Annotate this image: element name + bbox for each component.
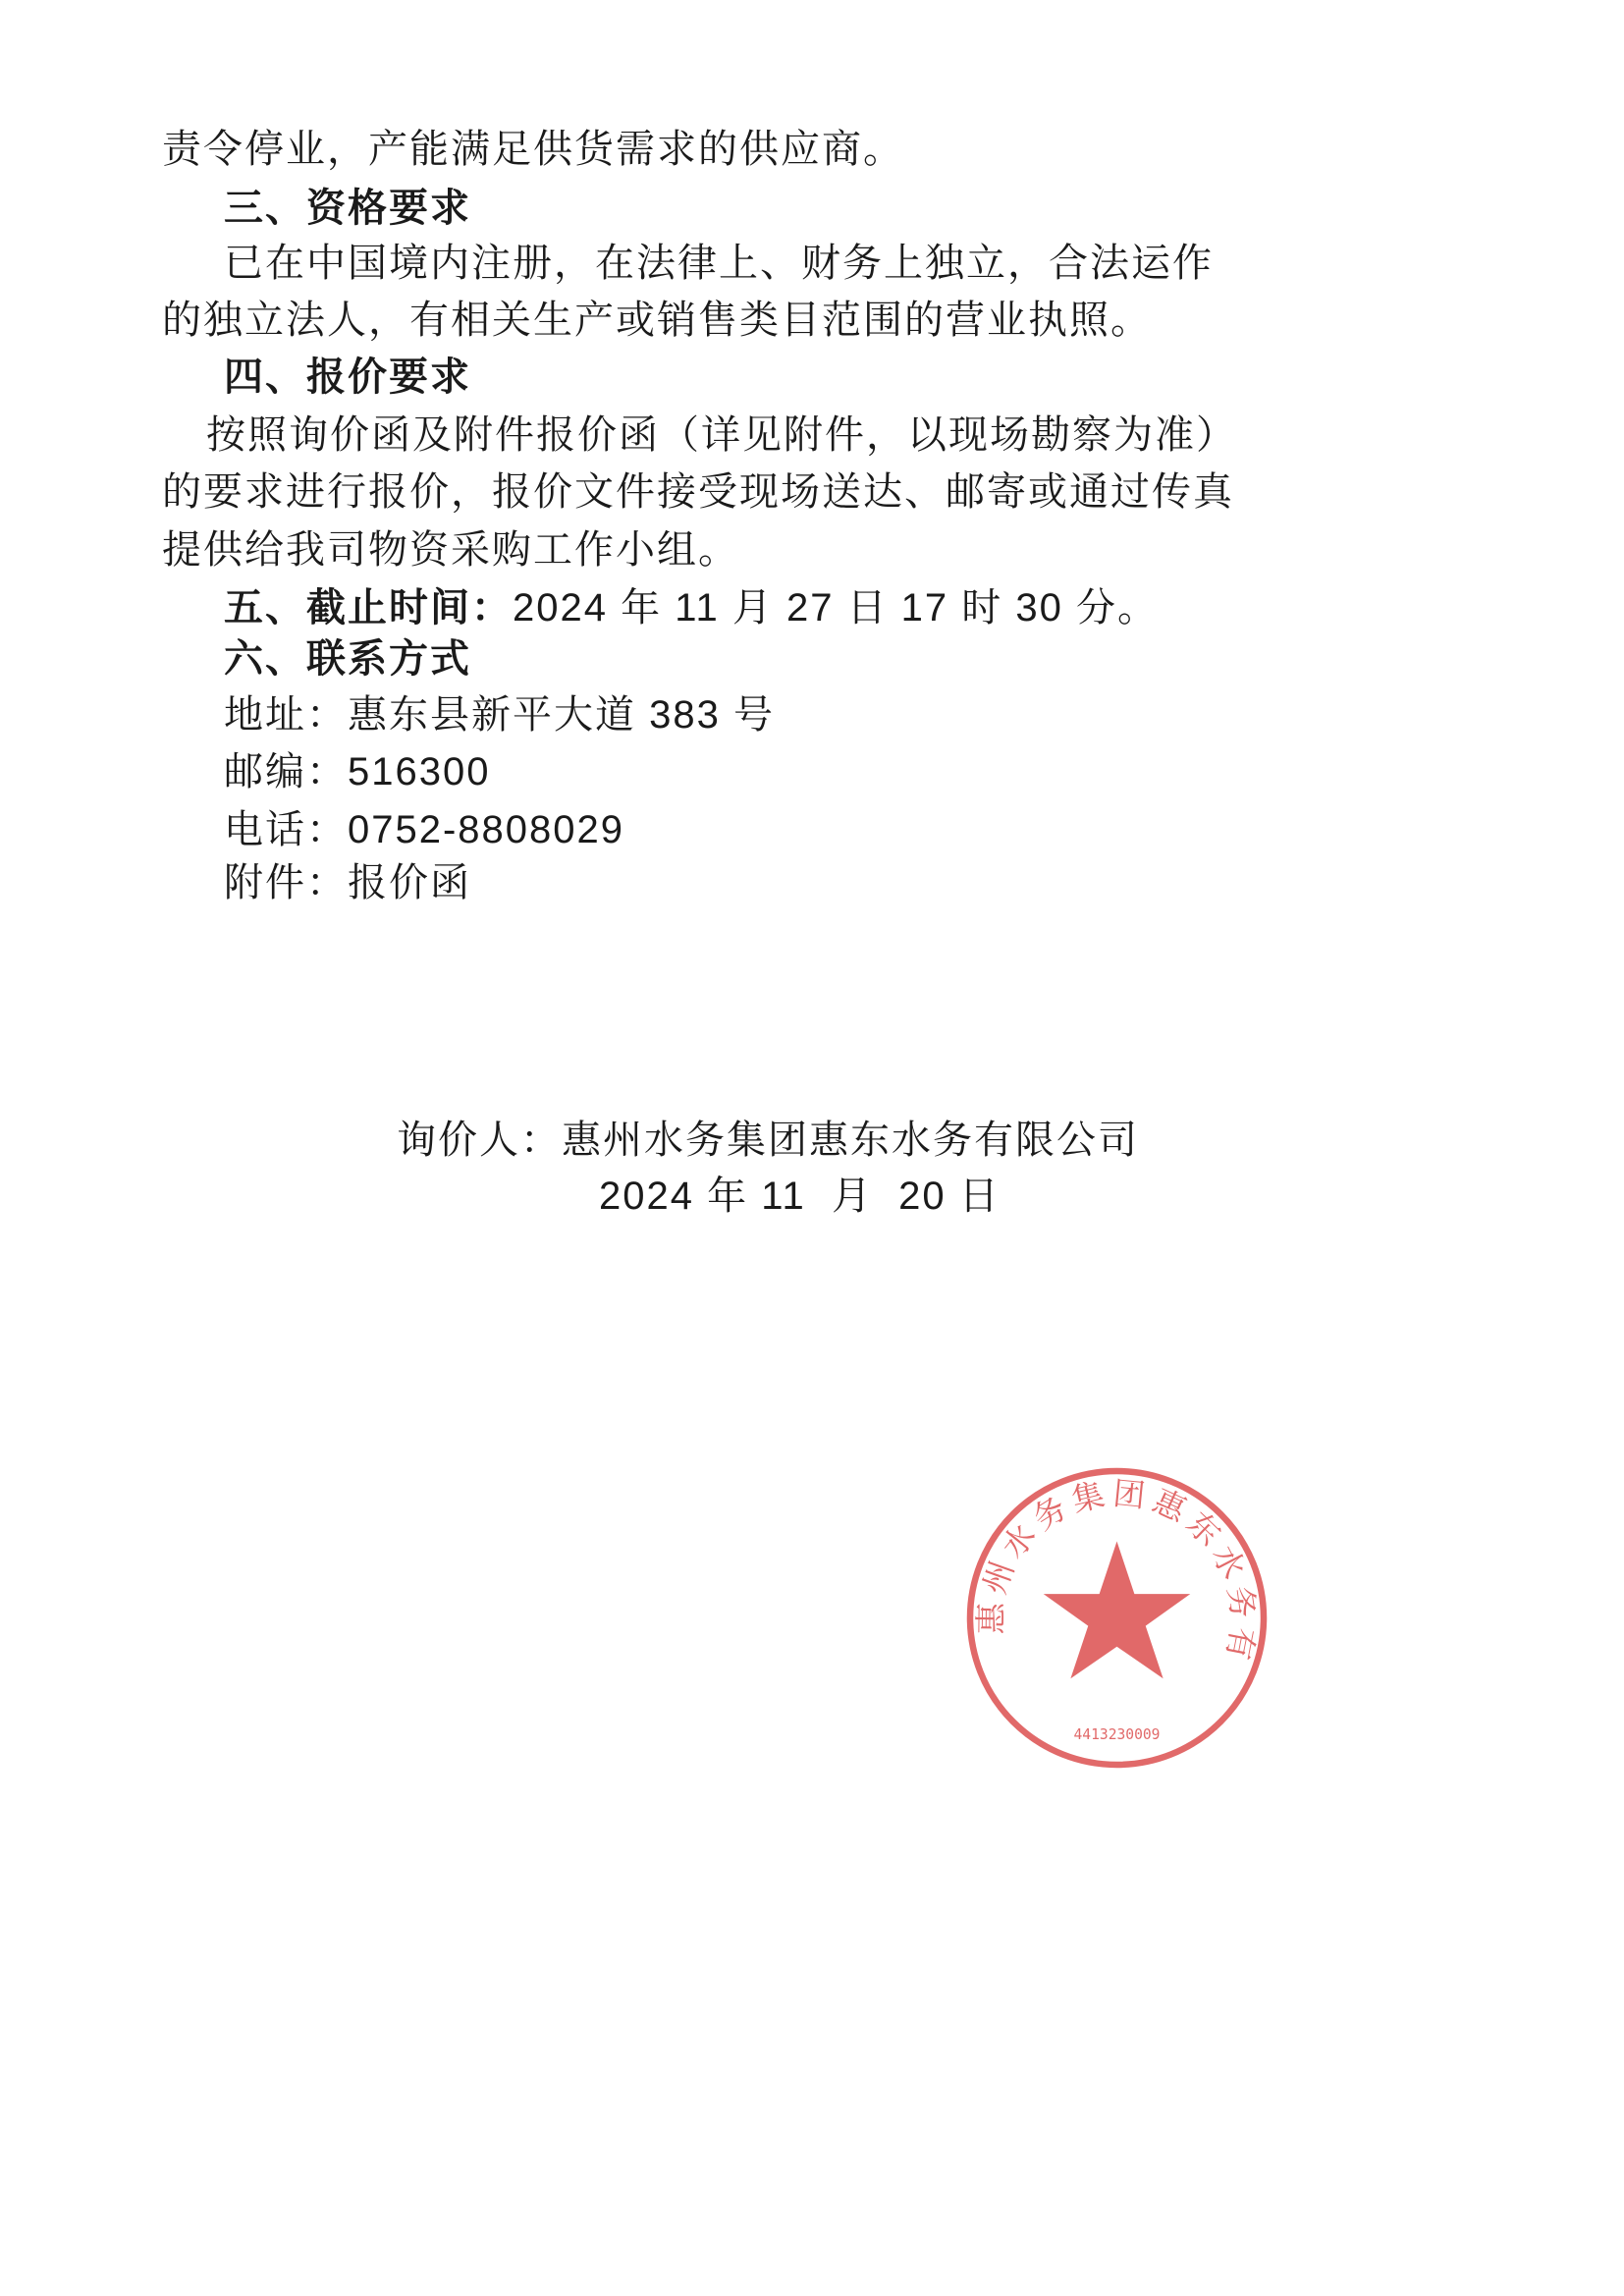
section-5-line	[224, 580, 1159, 635]
section-6-title: 六、联系方式	[224, 635, 471, 682]
section-4-line-3: 提供给我司物资采购工作小组。	[162, 527, 739, 573]
attachment-value: 报价函	[348, 860, 471, 905]
signature-date: 2024 年 11 月 20 日	[599, 1175, 1001, 1218]
seal-svg	[957, 1458, 1276, 1777]
seal-text: 惠州水务集团惠东水务有	[972, 1474, 1263, 1664]
address-value: 惠东县新平大道 383 号	[348, 693, 775, 737]
company-seal	[957, 1458, 1276, 1777]
seal-star-icon	[1044, 1542, 1191, 1679]
attachment-line	[224, 855, 471, 910]
continuation-line: 责令停业，产能满足供货需求的供应商。	[162, 127, 904, 172]
inquirer-line: 询价人：惠州水务集团惠东水务有限公司	[397, 1118, 1139, 1163]
section-5-title: 五、截止时间：	[224, 584, 513, 630]
section-3-line-2: 的独立法人，有相关生产或销售类目范围的营业执照。	[162, 298, 1152, 343]
seal-number: 4413230009	[1073, 1726, 1161, 1743]
section-4-line-1: 按照询价函及附件报价函（详见附件，以现场勘察为准）	[206, 412, 1237, 458]
section-4-line-2: 的要求进行报价，报价文件接受现场送达、邮寄或通过传真	[162, 469, 1234, 515]
postcode-value: 516300	[348, 750, 491, 793]
section-4-title: 四、报价要求	[224, 354, 471, 400]
postcode-label: 邮编：	[224, 749, 348, 794]
deadline-value: 2024 年 11 月 27 日 17 时 30 分。	[513, 586, 1160, 629]
phone-line	[224, 802, 624, 857]
section-3-title: 三、资格要求	[224, 185, 471, 231]
address-label: 地址：	[224, 692, 348, 738]
section-3-line-1: 已在中国境内注册，在法律上、财务上独立，合法运作	[224, 241, 1214, 286]
postcode-line	[224, 744, 490, 799]
phone-value: 0752-8808029	[348, 808, 625, 851]
attachment-label: 附件：	[224, 860, 348, 905]
address-line	[224, 687, 775, 742]
phone-label: 电话：	[224, 807, 348, 852]
